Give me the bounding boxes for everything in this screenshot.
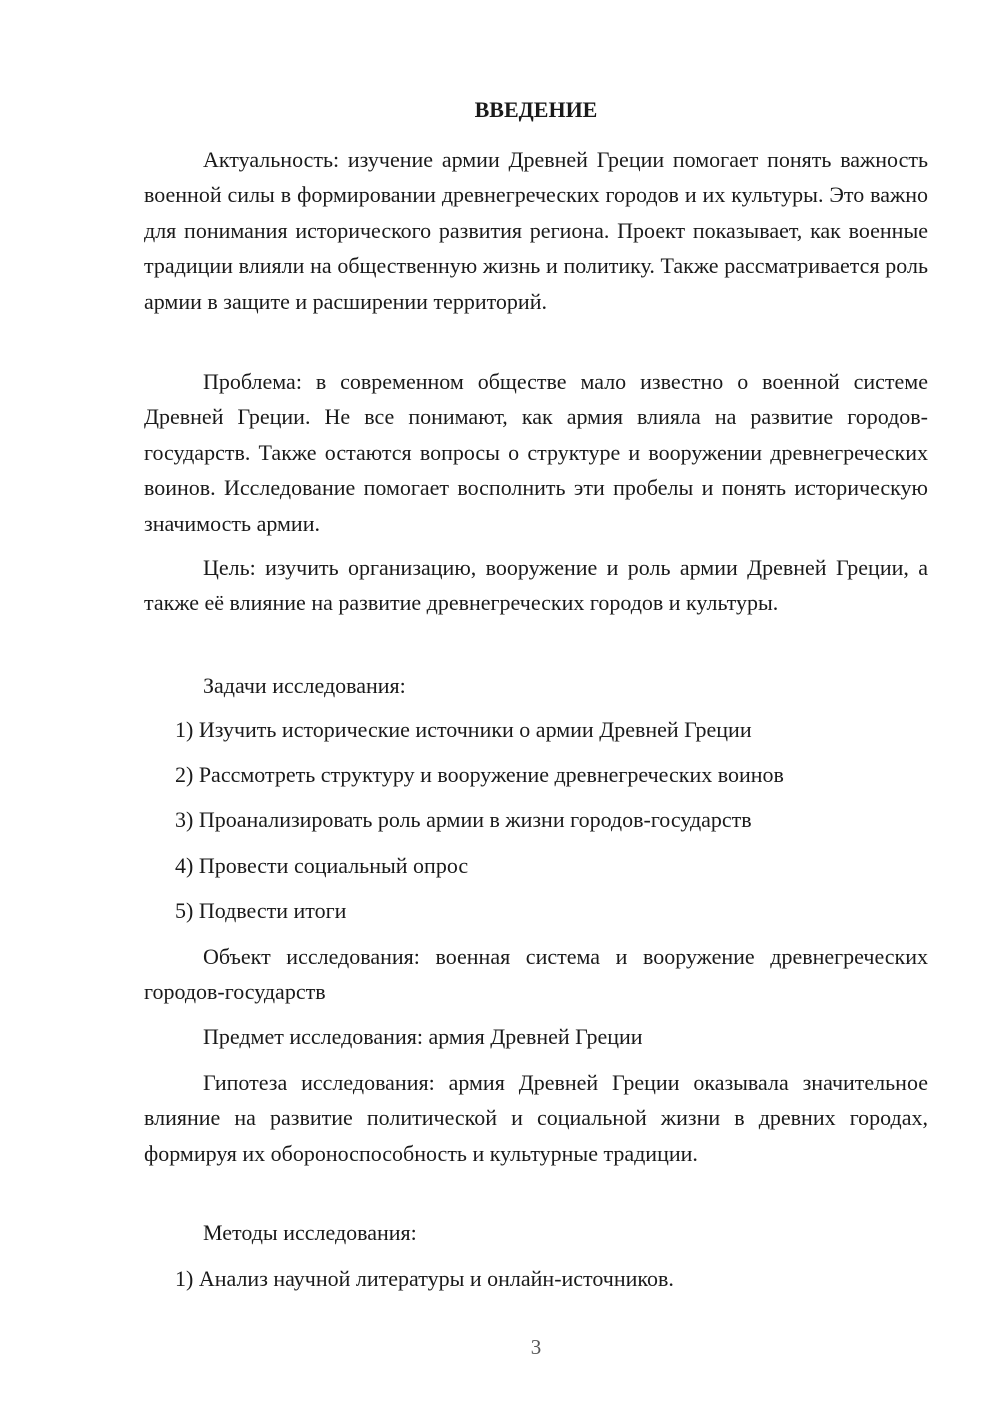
page-number: 3 (530, 1335, 542, 1359)
hypothesis-paragraph: Гипотеза исследования: армия Древней Греции оказывала значительное влияние на развитие политической и социальной жизни в древних городах, формируя их обороноспособность и культурные традиции. (144, 1070, 928, 1166)
subject-paragraph: Предмет исследования: армия Древней Греции (203, 1024, 643, 1049)
relevance-paragraph: Актуальность: изучение армии Древней Греции помогает понять важность военной силы в формировании древнегреческих городов и их культуры. Это важно для понимания исторического развития региона. Проект показывает, как военные традиции влияли на общественную жизнь и политику. Также рассматривается роль армии в защите и расширении территорий. (144, 147, 928, 314)
task-item-1: 1) Изучить исторические источники о армии Древней Греции (175, 717, 752, 742)
page-heading: ВВЕДЕНИЕ (474, 97, 598, 122)
method-item-1: 1) Анализ научной литературы и онлайн-источников. (175, 1266, 674, 1291)
tasks-heading: Задачи исследования: (203, 673, 406, 698)
task-item-5: 5) Подвести итоги (175, 898, 347, 923)
task-item-3: 3) Проанализировать роль армии в жизни городов-государств (175, 807, 752, 832)
goal-paragraph: Цель: изучить организацию, вооружение и роль армии Древней Греции, а также её влияние на развитие древнегреческих городов и культуры. (144, 555, 928, 616)
task-item-4: 4) Провести социальный опрос (175, 853, 469, 878)
task-item-2: 2) Рассмотреть структуру и вооружение древнегреческих воинов (175, 762, 784, 787)
methods-heading: Методы исследования: (203, 1220, 417, 1245)
problem-paragraph: Проблема: в современном обществе мало известно о военной системе Древней Греции. Не все понимают, как армия влияла на развитие городов-государств. Также остаются вопросы о структуре и вооружении древнегреческих воинов. Исследование помогает восполнить эти пробелы и понять историческую значимость армии. (144, 369, 928, 536)
object-paragraph: Объект исследования: военная система и вооружение древнегреческих городов-государств (144, 944, 928, 1005)
